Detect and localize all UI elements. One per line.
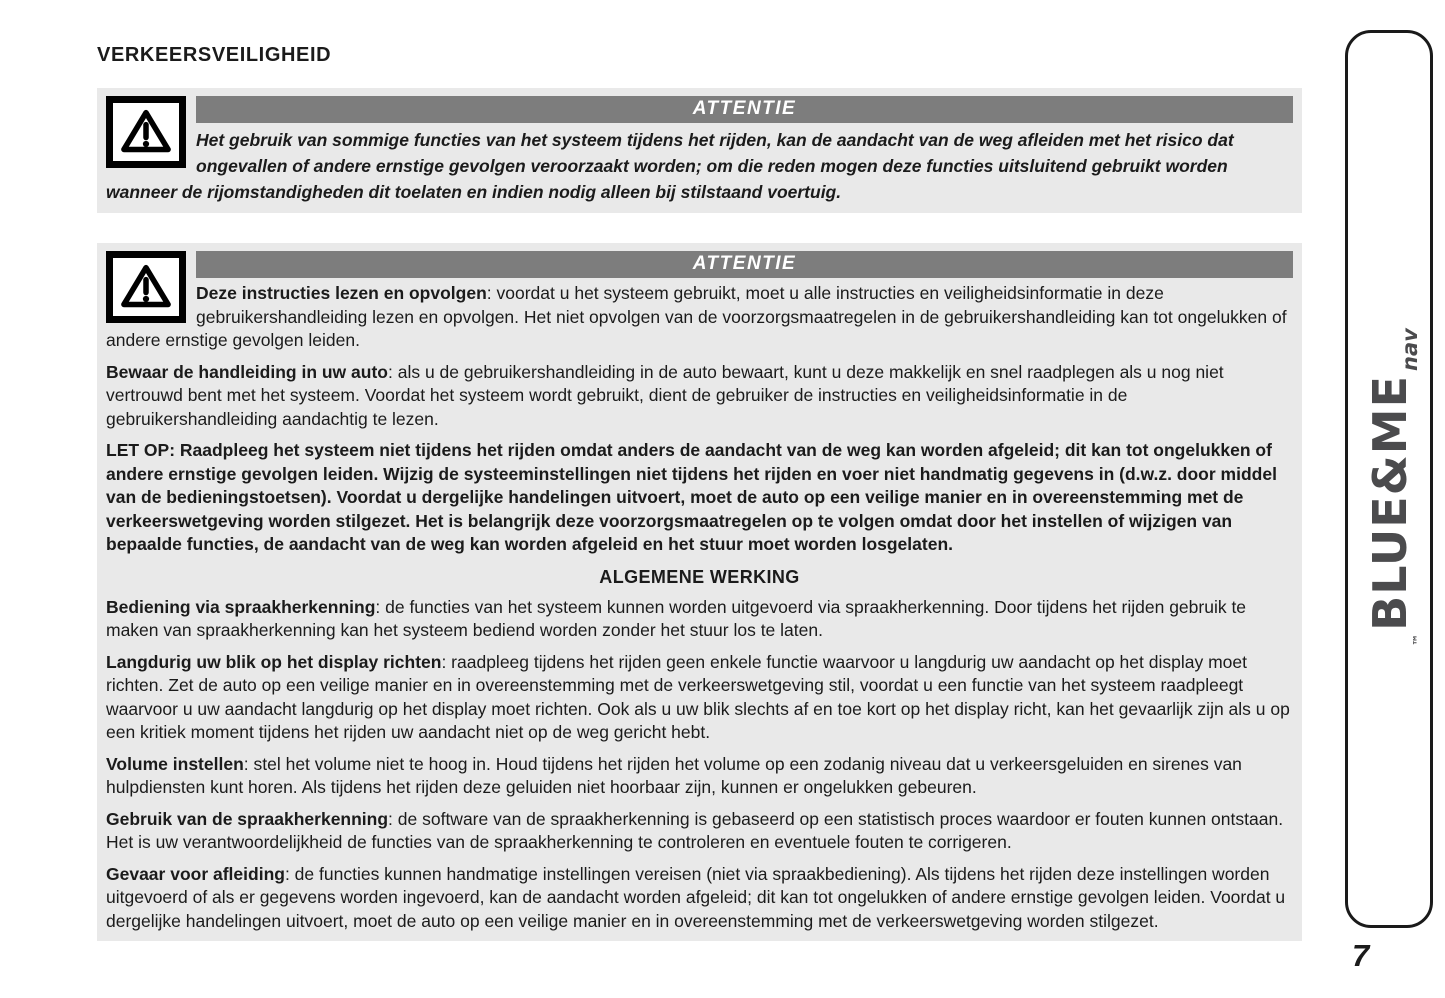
paragraph-lead: Deze instructies lezen en opvolgen <box>196 283 487 303</box>
paragraph-text: : raadpleeg tijdens het rijden geen enkele functie waarvoor u langdurig uw aandacht op het display moet richten. Zet de auto op een veilige manier en in overeenstemming met de verkeerswetgeving stil, voordat u een functie van het systeem raadpleegt waarvoor u uw aandacht langdurig op het display moet richten. Ook als u uw blik slechts af en toe kort op het display richt, kan het gevaarlijk zijn als u op een kritiek moment tijdens het rijden uw aandacht niet op de weg gericht hebt. <box>106 651 1290 742</box>
page-title: VERKEERSVEILIGHEID <box>97 44 332 67</box>
attention-body <box>106 127 1293 205</box>
warning-triangle-icon <box>106 251 186 323</box>
paragraph-display-attention <box>106 651 1293 745</box>
paragraph-instructions <box>106 282 1293 353</box>
paragraph-volume <box>106 753 1293 800</box>
attention-header-label: ATTENTIE <box>692 98 797 119</box>
paragraph-speech-recognition-use <box>106 808 1293 855</box>
attention-box-2 <box>97 243 1302 941</box>
attention-header-label: ATTENTIE <box>692 253 797 274</box>
paragraph-text: : de functies kunnen handmatige instellingen vereisen (niet via spraakbediening). Als tijdens het rijden deze instellingen worden uitgevoerd of als er gegevens worden ingevoerd, kan de aandacht worden afgeleid; dit kan tot ongelukken of andere ernstige gevolgen leiden. Voordat u dergelijke handelingen uitvoert, moet de auto op een veilige manier en in overeenstemming met de verkeerswetgeving worden stilgezet. <box>106 863 1286 931</box>
blue-and-me-nav-logo <box>1363 328 1425 646</box>
paragraph-lead: Gebruik van de spraakherkenning <box>106 808 389 829</box>
paragraph-lead: Bediening via spraakherkenning <box>106 596 376 617</box>
paragraph-voice-control <box>106 596 1293 643</box>
paragraph-text: : voordat u het systeem gebruikt, moet u alle instructies en veiligheidsinformatie in deze gebruikershandleiding lezen en opvolgen. Het niet opvolgen van de voorzorgsmaatregelen in de gebruikershandleiding kan tot ongelukken of andere ernstige gevolgen leiden. <box>106 283 1287 350</box>
paragraph-let-op <box>106 439 1293 557</box>
warning-triangle-icon <box>106 96 186 168</box>
attention-header <box>196 251 1293 278</box>
paragraph-text: : stel het volume niet te hoog in. Houd tijdens het rijden het volume op een zodanig niveau dat u verkeersgeluiden en sirenes van hulpdiensten kunt horen. Als tijdens het rijden deze geluiden niet hoorbaar zijn, kunnen er ongelukken gebeuren. <box>106 753 1242 797</box>
paragraph-lead: LET OP: Raadpleeg het systeem niet tijdens het rijden omdat anders de aandacht van de weg kan worden afgeleid; dit kan tot ongelukken of andere ernstige gevolgen leiden. Wijzig de systeeminstellingen niet tijdens het rijden en voer niet handmatig gegevens in (d.w.z. door middel van de bedieningstoetsen). Voordat u dergelijke handelingen uitvoert, moet de auto op een veilige manier en in overeenstemming met de verkeerswetgeving worden stilgezet. Het is belangrijk deze voorzorgsmaatregelen op te volgen omdat door het instellen of wijzigen van bepaalde functies, de aandacht van de weg kan worden afgeleid en het stuur moet worden losgelaten. <box>106 440 1277 554</box>
paragraph-lead: Langdurig uw blik op het display richten <box>106 651 442 672</box>
paragraph-lead: Gevaar voor afleiding <box>106 863 285 884</box>
attention-body-text: Het gebruik van sommige functies van het systeem tijdens het rijden, kan de aandacht van de weg afleiden met het risico dat ongevallen of andere ernstige gevolgen veroorzaakt worden; om die reden mogen deze functies uitsluitend gebruikt worden wanneer de rijomstandigheden dit toelaten en indien nodig alleen bij stilstaand voertuig. <box>106 130 1234 202</box>
section-heading-algemene-werking: ALGEMENE WERKING <box>599 566 800 587</box>
attention-header <box>196 96 1293 123</box>
paragraph-distraction-danger <box>106 863 1293 934</box>
paragraph-keep-manual <box>106 361 1293 432</box>
paragraph-text: : de functies van het systeem kunnen worden uitgevoerd via spraakherkenning. Door tijdens het rijden gebruik te maken van spraakherkenning kan het systeem bediend worden zonder het stuur los te laten. <box>106 596 1247 640</box>
paragraph-lead: Bewaar de handleiding in uw auto <box>106 361 388 382</box>
attention-box-1 <box>97 88 1302 213</box>
page-number: 7 <box>1352 938 1370 973</box>
paragraph-text: : de software van de spraakherkenning is gebaseerd op een statistisch proces waardoor er fouten kunnen ontstaan. Het is uw verantwoordelijkheid de functies van de spraakherkenning te controleren en eventuele fouten te corrigeren. <box>106 808 1284 852</box>
paragraph-lead: Volume instellen <box>106 753 244 774</box>
logo-main-text: BLUE&ME <box>1363 374 1417 631</box>
paragraph-text: : als u de gebruikershandleiding in de auto bewaart, kunt u deze makkelijk en snel raadplegen als u nog niet vertrouwd bent met het systeem. Voordat het systeem wordt gebruikt, dient de gebruiker de instructies en veiligheidsinformatie in de gebruikershandleiding aandachtig te lezen. <box>106 361 1224 429</box>
logo-sub-text: nav <box>1398 328 1422 371</box>
trademark-symbol: ™ <box>1411 633 1425 646</box>
